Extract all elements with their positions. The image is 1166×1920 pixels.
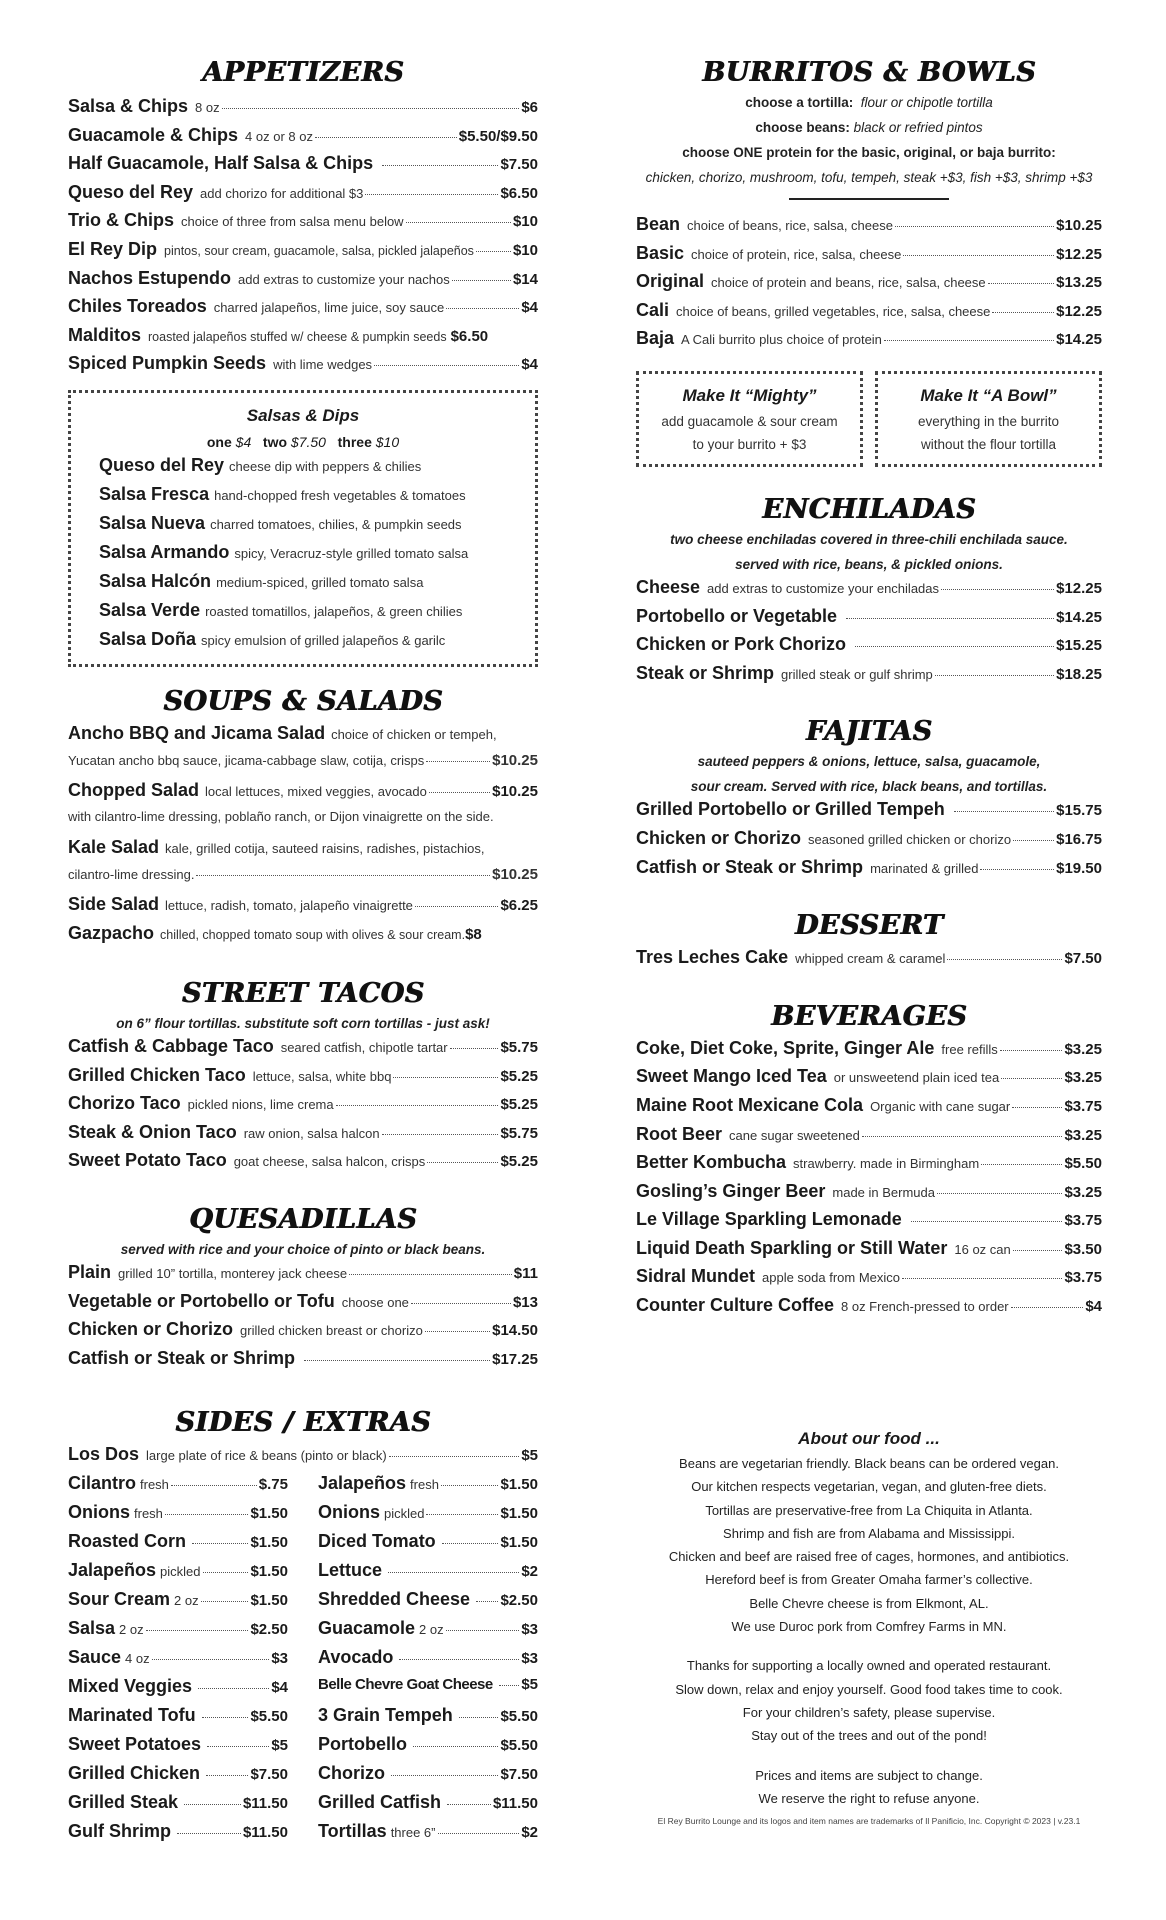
- about-line: Our kitchen respects vegetarian, vegan, and gluten-free diets.: [691, 1479, 1047, 1495]
- tacos-subtitle: on 6” flour tortillas. substitute soft corn tortillas - just ask!: [116, 1015, 490, 1031]
- about-line: Thanks for supporting a locally owned and operated restaurant.: [686, 1658, 1052, 1674]
- menu-item: Plain grilled 10” tortilla, monterey jack cheese $11: [68, 1261, 538, 1282]
- fajitas-subtitle: sour cream. Served with rice, black beans, and tortillas.: [690, 779, 1048, 795]
- salsa-item: Salsa Halcón medium-spiced, grilled tomato salsa: [99, 570, 424, 591]
- menu-item: Cali choice of beans, grilled vegetables, rice, salsa, cheese $12.25: [636, 299, 1102, 320]
- salsa-item: Salsa Doña spicy emulsion of grilled jalapeños & garilc: [99, 628, 446, 649]
- menu-item: Half Guacamole, Half Salsa & Chips $7.50: [68, 153, 538, 174]
- salsa-item: Salsa Nueva charred tomatoes, chilies, & pumpkin seeds: [99, 512, 462, 533]
- about-title: About our food ...: [798, 1429, 940, 1448]
- side-item: Gulf Shrimp $11.50: [68, 1820, 288, 1841]
- about-line: We reserve the right to refuse anyone.: [758, 1790, 980, 1806]
- side-item: Chorizo $7.50: [318, 1762, 538, 1783]
- menu-item: Gosling’s Ginger Beer made in Bermuda $3.25: [636, 1180, 1102, 1201]
- trademark-notice: El Rey Burrito Lounge and its logos and item names are trademarks of Il Panificio, Inc. Copyright © 2023 | v.23.1: [657, 1816, 1081, 1827]
- salsa-item: Queso del Rey cheese dip with peppers & chilies: [99, 454, 422, 475]
- menu-item-desc: with cilantro-lime dressing, poblaño ranch, or Dijon vinaigrette on the side.: [68, 809, 494, 825]
- menu-item: Nachos Estupendo add extras to customize your nachos $14: [68, 267, 538, 288]
- menu-item: Steak & Onion Taco raw onion, salsa halcon $5.75: [68, 1121, 538, 1142]
- side-item: Marinated Tofu $5.50: [68, 1704, 288, 1725]
- fajitas-subtitle: sauteed peppers & onions, lettuce, salsa, guacamole,: [697, 754, 1041, 770]
- sides-right: [318, 1473, 538, 1850]
- menu-item: Root Beer cane sugar sweetened $3.25: [636, 1123, 1102, 1144]
- menu-item: Vegetable or Portobello or Tofu choose one $13: [68, 1290, 538, 1311]
- about-line: Chicken and beef are raised free of cages, hormones, and antibiotics.: [668, 1549, 1070, 1565]
- side-item: Shredded Cheese $2.50: [318, 1588, 538, 1609]
- menu-item: Spiced Pumpkin Seeds with lime wedges $4: [68, 353, 538, 374]
- side-item: Roasted Corn $1.50: [68, 1530, 288, 1551]
- burritos-list: [636, 214, 1102, 357]
- menu-item: Baja A Cali burrito plus choice of protein $14.25: [636, 328, 1102, 349]
- menu-item: Steak or Shrimp grilled steak or gulf shrimp $18.25: [636, 662, 1102, 683]
- salsa-item: Salsa Fresca hand-chopped fresh vegetables & tomatoes: [99, 483, 466, 504]
- menu-item: Catfish or Steak or Shrimp marinated & grilled $19.50: [636, 856, 1102, 877]
- menu-item: Chopped Salad local lettuces, mixed veggies, avocado $10.25: [68, 779, 538, 800]
- menu-item: Queso del Rey add chorizo for additional $3 $6.50: [68, 181, 538, 202]
- side-item: Jalapeños pickled $1.50: [68, 1559, 288, 1580]
- about-line: Stay out of the trees and out of the pond!: [751, 1728, 987, 1744]
- about-line: Hereford beef is from Greater Omaha farmer’s collective.: [705, 1572, 1033, 1588]
- burritos-title: BURRITOS & BOWLS: [702, 57, 1036, 88]
- menu-item-desc: cilantro-lime dressing. $10.25: [68, 866, 538, 884]
- about-line: Belle Chevre cheese is from Elkmont, AL.: [749, 1595, 989, 1611]
- menu-item: Coke, Diet Coke, Sprite, Ginger Ale free refills $3.25: [636, 1037, 1102, 1058]
- dessert-list: [636, 947, 1102, 976]
- menu-item: Bean choice of beans, rice, salsa, cheese $10.25: [636, 214, 1102, 234]
- divider: [789, 198, 949, 200]
- side-item: Mixed Veggies $4: [68, 1675, 288, 1696]
- menu-item: Salsa & Chips 8 oz $6: [68, 96, 538, 116]
- menu-item: Ancho BBQ and Jicama Salad choice of chicken or tempeh,: [68, 722, 497, 743]
- menu-item: Better Kombucha strawberry. made in Birmingham $5.50: [636, 1152, 1102, 1173]
- mighty-box: Make It “Mighty” add guacamole & sour cream to your burrito + $3: [636, 371, 863, 467]
- menu-item: Sweet Mango Iced Tea or unsweetend plain iced tea $3.25: [636, 1066, 1102, 1087]
- side-item: Sauce 4 oz $3: [68, 1646, 288, 1667]
- side-item: Sweet Potatoes $5: [68, 1733, 288, 1754]
- fajitas-list: [636, 799, 1102, 885]
- side-item: 3 Grain Tempeh $5.50: [318, 1704, 538, 1725]
- beverages-title: BEVERAGES: [771, 1000, 967, 1032]
- menu-item: Los Dos large plate of rice & beans (pinto or black) $5: [68, 1444, 538, 1465]
- soups-title: SOUPS & SALADS: [163, 685, 443, 717]
- menu-item: Sweet Potato Taco goat cheese, salsa halcon, crisps $5.25: [68, 1150, 538, 1171]
- dessert-title: DESSERT: [794, 910, 944, 942]
- menu-item: Basic choice of protein, rice, salsa, cheese $12.25: [636, 242, 1102, 263]
- about-line: We use Duroc pork from Comfrey Farms in MN.: [731, 1619, 1007, 1635]
- tacos-list: [68, 1036, 538, 1179]
- menu-item-desc: Yucatan ancho bbq sauce, jicama-cabbage slaw, cotija, crisps $10.25: [68, 752, 538, 770]
- quesadillas-subtitle: served with rice and your choice of pinto or black beans.: [120, 1241, 486, 1257]
- salsas-prices: one $4 two $7.50 three $10: [206, 433, 400, 450]
- menu-item: Cheese add extras to customize your enchiladas $12.25: [636, 576, 1102, 597]
- beverages-list: [636, 1038, 1102, 1324]
- bowl-box: Make It “A Bowl” everything in the burrito without the flour tortilla: [875, 371, 1102, 467]
- sides-title: SIDES / EXTRAS: [175, 1407, 431, 1439]
- side-item: Avocado $3: [318, 1646, 538, 1667]
- menu-item: Chorizo Taco pickled nions, lime crema $5.25: [68, 1093, 538, 1114]
- menu-item: Trio & Chips choice of three from salsa menu below $10: [68, 210, 538, 231]
- about-line: Shrimp and fish are from Alabama and Mississippi.: [723, 1525, 1015, 1541]
- quesadillas-list: [68, 1262, 538, 1376]
- about-line: Tortillas are preservative-free from La Chiquita in Atlanta.: [705, 1502, 1033, 1518]
- enchiladas-title: ENCHILADAS: [762, 493, 976, 525]
- enchiladas-subtitle: two cheese enchiladas covered in three-chili enchilada sauce.: [670, 531, 1068, 547]
- menu-item: Counter Culture Coffee 8 oz French-pressed to order $4: [636, 1295, 1102, 1316]
- salsas-title: Salsas & Dips: [246, 405, 360, 425]
- about-line: Beans are vegetarian friendly. Black beans can be ordered vegan.: [679, 1456, 1059, 1471]
- menu-item: Kale Salad kale, grilled cotija, sauteed raisins, radishes, pistachios,: [68, 836, 485, 857]
- menu-item: Catfish & Cabbage Taco seared catfish, chipotle tartar $5.75: [68, 1035, 538, 1056]
- menu-item: Chiles Toreados charred jalapeños, lime juice, soy sauce $4: [68, 296, 538, 317]
- appetizers-list: [68, 96, 538, 382]
- about-line: For your children’s safety, please supervise.: [742, 1704, 996, 1720]
- menu-item: Grilled Portobello or Grilled Tempeh $15.75: [636, 799, 1102, 820]
- side-item: Portobello $5.50: [318, 1733, 538, 1754]
- salsa-item: Salsa Armando spicy, Veracruz-style grilled tomato salsa: [99, 541, 469, 562]
- side-item: Jalapeños fresh $1.50: [318, 1472, 538, 1493]
- menu-item: Original choice of protein and beans, rice, salsa, cheese $13.25: [636, 271, 1102, 292]
- burrito-upgrades: [636, 371, 1102, 467]
- side-item: Diced Tomato $1.50: [318, 1530, 538, 1551]
- appetizers-title: APPETIZERS: [201, 57, 405, 88]
- salsa-item: Salsa Verde roasted tomatillos, jalapeños, & green chilies: [99, 599, 463, 620]
- quesadillas-title: QUESADILLAS: [188, 1203, 418, 1235]
- menu-item: Malditos roasted jalapeños stuffed w/ cheese & pumpkin seeds $6.50: [68, 324, 489, 345]
- menu-item: Gazpacho chilled, chopped tomato soup with olives & sour cream. $8: [68, 923, 482, 944]
- menu-item: Sidral Mundet apple soda from Mexico $3.75: [636, 1266, 1102, 1287]
- side-item: Tortillas three 6” $2: [318, 1820, 538, 1841]
- menu-item: El Rey Dip pintos, sour cream, guacamole, salsa, pickled jalapeños $10: [68, 238, 538, 259]
- about-line: Slow down, relax and enjoy yourself. Good food takes time to cook.: [675, 1681, 1063, 1697]
- side-item: Lettuce $2: [318, 1559, 538, 1580]
- side-item: Cilantro fresh $.75: [68, 1472, 288, 1493]
- about-line: Prices and items are subject to change.: [755, 1767, 983, 1783]
- side-item: Sour Cream 2 oz $1.50: [68, 1588, 288, 1609]
- menu-item: Guacamole & Chips 4 oz or 8 oz $5.50/$9.50: [68, 124, 538, 145]
- salsas-box: [68, 390, 538, 667]
- soups-list: [68, 723, 538, 953]
- side-item: Salsa 2 oz $2.50: [68, 1617, 288, 1638]
- menu-item: Grilled Chicken Taco lettuce, salsa, white bbq $5.25: [68, 1064, 538, 1085]
- menu-item: Chicken or Chorizo seasoned grilled chicken or chorizo $16.75: [636, 827, 1102, 848]
- menu-item: Catfish or Steak or Shrimp $17.25: [68, 1347, 538, 1368]
- fajitas-title: FAJITAS: [805, 716, 933, 748]
- right-column: [636, 56, 1102, 1324]
- left-column: [68, 56, 538, 1850]
- enchiladas-list: [636, 577, 1102, 691]
- about-section: [636, 1426, 1102, 1826]
- burritos-options: choose a tortilla: flour or chipotle tortilla choose beans: black or refried pintos choose ONE protein for the basic, original, or baja burrito: chicken, chorizo, mushroom, tofu, tempeh, steak +$3, fish +$3, shrimp +$3: [645, 95, 1093, 185]
- menu-item: Maine Root Mexicane Cola Organic with cane sugar $3.75: [636, 1094, 1102, 1115]
- menu-item: Liquid Death Sparkling or Still Water 16 oz can $3.50: [636, 1237, 1102, 1258]
- side-item: Guacamole 2 oz $3: [318, 1617, 538, 1638]
- side-item: Belle Chevre Goat Cheese $5: [318, 1675, 538, 1693]
- menu-item: Chicken or Chorizo grilled chicken breast or chorizo $14.50: [68, 1319, 538, 1340]
- sides-grid: [68, 1473, 538, 1850]
- menu-item: Le Village Sparkling Lemonade $3.75: [636, 1209, 1102, 1230]
- enchiladas-subtitle: served with rice, beans, & pickled onions.: [735, 556, 1003, 572]
- side-item: Grilled Chicken $7.50: [68, 1762, 288, 1783]
- tacos-title: STREET TACOS: [181, 977, 425, 1009]
- menu-item: Side Salad lettuce, radish, tomato, jalapeño vinaigrette $6.25: [68, 893, 538, 914]
- side-item: Grilled Steak $11.50: [68, 1791, 288, 1812]
- side-item: Onions fresh $1.50: [68, 1501, 288, 1522]
- menu-item: Tres Leches Cake whipped cream & caramel $7.50: [636, 947, 1102, 968]
- menu-item: Portobello or Vegetable $14.25: [636, 605, 1102, 626]
- sides-left: [68, 1473, 288, 1850]
- menu-item: Chicken or Pork Chorizo $15.25: [636, 634, 1102, 655]
- side-item: Onions pickled $1.50: [318, 1501, 538, 1522]
- side-item: Grilled Catfish $11.50: [318, 1791, 538, 1812]
